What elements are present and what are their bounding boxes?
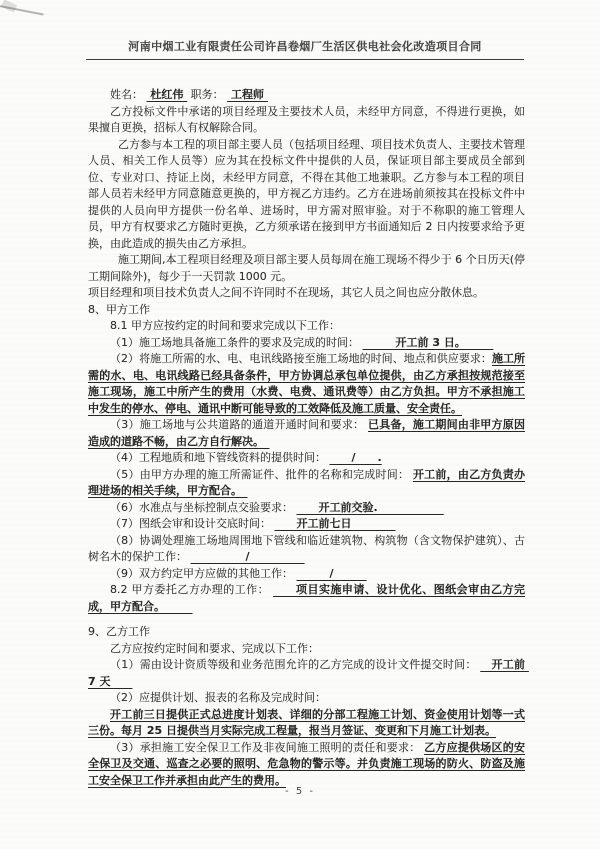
clause-9-item-2: [88, 690, 525, 707]
text-segment: （3）施工场地与公共道路的通道开通时间和要求：: [110, 418, 369, 431]
text-segment: 9、乙方工作: [88, 625, 150, 638]
clause-8-1-item-2: [88, 351, 525, 417]
filled-in-value: 工程师: [227, 88, 268, 101]
text-segment: 姓名：: [110, 88, 147, 101]
header-title: 河南中烟工业有限责任公司许昌卷烟厂生活区供电社会化改造项目合同: [128, 40, 482, 53]
text-segment: （7）图纸会审和设计交底时间：: [110, 517, 275, 530]
text-segment: 施工期间,本工程项目经理及项目部主要人员每周在施工现场不得少于 6 个日历天(停工期间除外)，每少于一天罚款 1000 元。: [88, 253, 525, 283]
clause-project-team: [88, 137, 525, 253]
text-segment: （1）施工场地具备施工条件的要求及完成的时间：: [110, 335, 363, 349]
text-segment: 乙方参与本工程的项目部主要人员（包括项目经理、项目技术负责人、主要技术管理人员、相关工作人员等）应为其在投标文件中提供的人员，保证项目部主要成员全部到位、专业对口、持证上岗，未经甲方同意，不得在其他工地兼职。乙方参与本工程的项目部人员若未经甲方同意随意更换的，甲方视乙方违约。乙方在进场前须按其在投标文件中提供的人员向甲方提供一份名单、进场时，甲方需对照审验。对于不称职的施工管理人员，甲方有权要求乙方随时更换，乙方须承诺在接到甲方书面通知后 2 日内按要求给予更换，由此造成的损失由乙方承担。: [88, 137, 525, 250]
filled-in-value: 开工前 7 天: [88, 658, 529, 688]
text-segment: （9）双方约定甲方应做的其他工作：: [110, 566, 297, 580]
clause-8-1-item-5: [88, 467, 525, 500]
filled-in-value: 已具备，施工期间由非甲方原因造成的道路不畅，由乙方自行解决。: [88, 418, 526, 448]
filled-in-value: /: [296, 566, 367, 580]
clause-8-1-item-8: [88, 533, 525, 566]
filled-in-value: 项目实施申请、设计优化、图纸会审由乙方完成，甲方配合。: [88, 583, 525, 613]
text-segment: （8）协调处理施工场地周围地下管线和临近建筑物、构筑物（含文物保护建筑）、古树名木的保护工作：: [88, 533, 525, 563]
clause-8-1-item-1: [88, 335, 525, 352]
text-segment: （3）承担施工安全保卫工作及非夜间施工照明的责任和要求：: [110, 740, 425, 754]
clause-site-presence: [88, 252, 525, 285]
name-and-title-line: [88, 87, 525, 104]
heading-section-9: [88, 624, 525, 641]
clause-8-1-intro: [88, 318, 525, 335]
filled-in-value: 乙方应提供场区的安全保卫及交通、巡查之必要的照明、危急物的警示等。并负责施工现场的防火、防盗及施工安全保卫工作并承担由此产生的费用。: [88, 740, 525, 787]
page-number: - 5 -: [285, 786, 315, 797]
filled-in-value: 开工前，由乙方负责办理进场的相关手续，甲方配合。: [88, 467, 526, 497]
filled-in-value: 开工前三日提供正式总进度计划表、详细的分部工程施工计划、资金使用计划等一式三份。每月 25 日提供当月实际完成工程量，报当月签证、变更和下月施工计划表。: [88, 707, 525, 737]
clause-manager-presence: [88, 285, 525, 302]
text-segment: （2）应提供计划、报表的名称及完成时间：: [110, 691, 326, 704]
text-segment: 8.2 甲方委托乙方办理的工作：: [110, 583, 274, 596]
scan-artifact-smudge: [1, 0, 17, 13]
clause-8-1-item-9: [88, 566, 525, 583]
clause-9-item-3: [88, 740, 525, 790]
filled-in-value: 杜红伟: [146, 88, 188, 101]
filled-in-value: 开工前七日: [274, 517, 396, 530]
clause-8-2: [88, 582, 525, 615]
text-segment: 乙方投标文件中承诺的项目经理及主要技术人员，未经甲方同意，不得进行更换，如果擅自更换，招标人有权解除合同。: [88, 104, 525, 134]
text-segment: 乙方应按约定时间和要求、完成以下工作：: [110, 641, 319, 655]
text-segment: 项目经理和项目技术负责人之间不许同时不在现场，其它人员之间也应分散休息。: [88, 286, 484, 299]
clause-replacement-restriction: [88, 104, 525, 137]
clause-8-1-item-7: [88, 516, 525, 533]
clause-8-1-item-3: [88, 417, 525, 450]
clause-8-1-item-6: [88, 500, 525, 517]
clause-9-item-2-answer: [88, 707, 525, 740]
document-body: [88, 87, 529, 789]
filled-in-value: 开工前 3 日。: [362, 335, 494, 349]
text-segment: （2）将施工所需的水、电、电讯线路接至施工场地的时间、地点和供应要求：: [110, 352, 492, 365]
text-segment: 职务：: [187, 88, 228, 101]
text-segment: 8.1 甲方应按约定的时间和要求完成以下工作：: [110, 319, 340, 332]
filled-in-value: 施工所需的水、电、电讯线路已经具备条件，甲方协调总承包单位提供，由乙方承担按规范接至施工现场，施工中所产生的费用（水费、电费、通讯费等）由乙方负担。甲方不承担施工中发生的停水、停电、通讯中断可能导致的工效降低及施工质量、安全责任。: [88, 352, 526, 415]
text-segment: （6）水准点与坐标控制点交验要求：: [110, 500, 297, 514]
document-header: [86, 38, 524, 60]
text-segment: （1）需由设计资质等级和业务范围允许的乙方完成的设计文件提交时间：: [110, 658, 481, 671]
filled-in-value: 开工前交验.: [296, 500, 444, 514]
clause-8-1-item-4: [88, 450, 525, 467]
heading-section-8: [88, 302, 525, 319]
text-segment: 8、甲方工作: [88, 302, 150, 316]
clause-9-item-1: [88, 657, 529, 690]
clause-9-intro: [88, 641, 525, 658]
filled-in-value: /: [190, 550, 305, 563]
text-segment: （4）工程地质和地下管线资料的提供时间：: [110, 451, 330, 464]
text-segment: （5）由甲方办理的施工所需证件、批件的名称和完成时间：: [110, 467, 413, 481]
filled-in-value: / .: [329, 451, 382, 464]
